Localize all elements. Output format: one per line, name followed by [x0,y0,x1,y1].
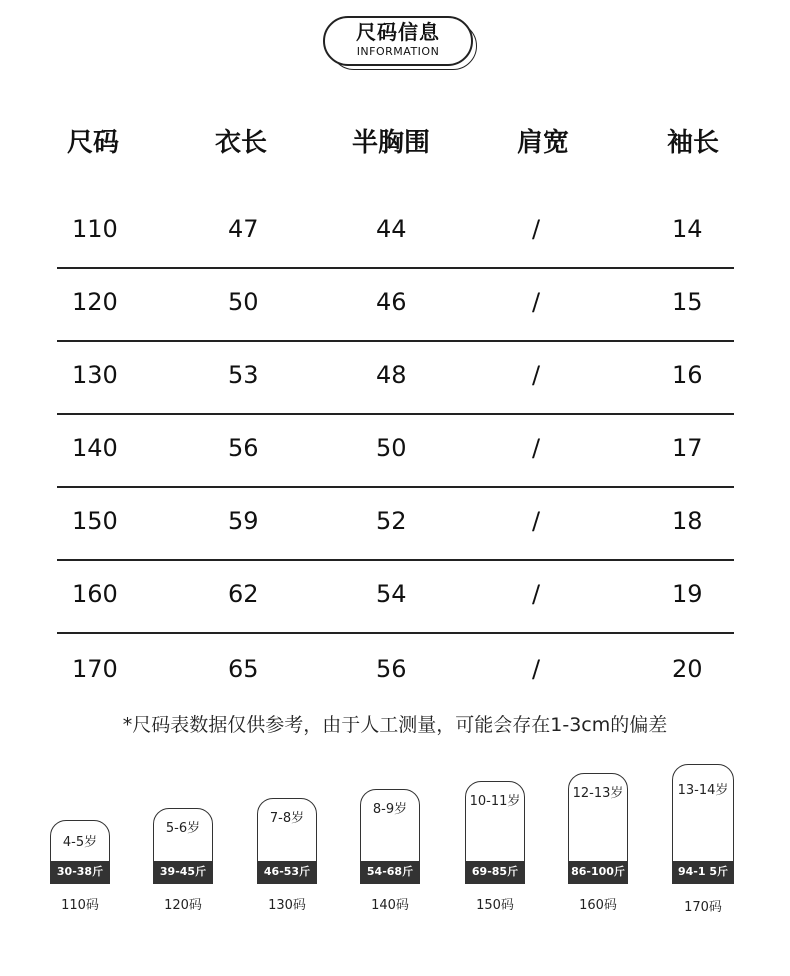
size-code: 130码 [268,898,306,913]
garment-card-icon [50,820,110,884]
cell-size: 170 [72,655,118,683]
cell-size: 150 [72,507,118,535]
size-guide-card [360,789,420,884]
size-guide-icons [0,760,790,920]
size-guide-card [50,820,110,884]
cell-size: 140 [72,434,118,462]
size-code: 110码 [61,898,99,913]
cell-shoulder: / [532,580,541,608]
cell-length: 65 [228,655,259,683]
garment-card-icon [465,781,525,884]
cell-half-chest: 52 [376,507,407,535]
cell-length: 47 [228,215,259,243]
cell-half-chest: 54 [376,580,407,608]
cell-shoulder: / [532,507,541,535]
column-header-shoulder: 肩宽 [517,128,570,158]
size-code: 150码 [476,898,514,913]
cell-size: 130 [72,361,118,389]
size-guide-card [153,808,213,884]
cell-half-chest: 46 [376,288,407,316]
table-row [57,194,734,269]
size-code: 160码 [579,898,617,913]
section-subtitle: INFORMATION [356,45,440,58]
table-row [57,486,734,561]
cell-size: 110 [72,215,118,243]
table-header-row [57,110,734,170]
section-header-badge [323,16,473,66]
table-row [57,267,734,342]
cell-half-chest: 44 [376,215,407,243]
cell-shoulder: / [532,655,541,683]
garment-card-icon [672,764,734,884]
size-guide-card [465,781,525,884]
age-range: 10-11岁 [469,794,521,809]
garment-card-icon [153,808,213,884]
cell-shoulder: / [532,288,541,316]
age-range: 13-14岁 [677,783,729,798]
weight-range: 46-53斤 [258,861,316,883]
table-row [57,413,734,488]
age-range: 8-9岁 [372,802,408,817]
size-code: 140码 [371,898,409,913]
weight-range: 94-1 5斤 [673,861,733,883]
cell-sleeve: 17 [672,434,703,462]
age-range: 5-6岁 [165,821,201,836]
cell-size: 160 [72,580,118,608]
size-code: 120码 [164,898,202,913]
size-code: 170码 [684,900,722,915]
table-row [57,632,734,705]
size-guide-card [568,773,628,884]
cell-half-chest: 50 [376,434,407,462]
weight-range: 69-85斤 [466,861,524,883]
size-guide-card [672,764,734,884]
cell-length: 50 [228,288,259,316]
cell-sleeve: 19 [672,580,703,608]
cell-length: 53 [228,361,259,389]
column-header-half-chest: 半胸围 [352,128,431,158]
weight-range: 30-38斤 [51,861,109,883]
cell-sleeve: 14 [672,215,703,243]
measurement-disclaimer: *尺码表数据仅供参考，由于人工测量，可能会存在1-3cm的偏差 [122,714,668,736]
age-range: 4-5岁 [62,835,98,850]
cell-length: 56 [228,434,259,462]
section-title: 尺码信息 [356,20,440,44]
cell-sleeve: 18 [672,507,703,535]
cell-shoulder: / [532,434,541,462]
garment-card-icon [360,789,420,884]
cell-size: 120 [72,288,118,316]
cell-sleeve: 15 [672,288,703,316]
garment-card-icon [257,798,317,884]
age-range: 12-13岁 [572,786,624,801]
cell-shoulder: / [532,215,541,243]
age-range: 7-8岁 [269,811,305,826]
table-row [57,559,734,634]
cell-half-chest: 48 [376,361,407,389]
column-header-length: 衣长 [215,128,268,158]
cell-sleeve: 16 [672,361,703,389]
table-row [57,340,734,415]
garment-card-icon [568,773,628,884]
cell-shoulder: / [532,361,541,389]
cell-length: 62 [228,580,259,608]
column-header-sleeve: 袖长 [667,128,720,158]
column-header-size: 尺码 [67,128,120,158]
cell-length: 59 [228,507,259,535]
weight-range: 54-68斤 [361,861,419,883]
weight-range: 86-100斤 [569,861,627,883]
cell-sleeve: 20 [672,655,703,683]
cell-half-chest: 56 [376,655,407,683]
size-guide-card [257,798,317,884]
weight-range: 39-45斤 [154,861,212,883]
